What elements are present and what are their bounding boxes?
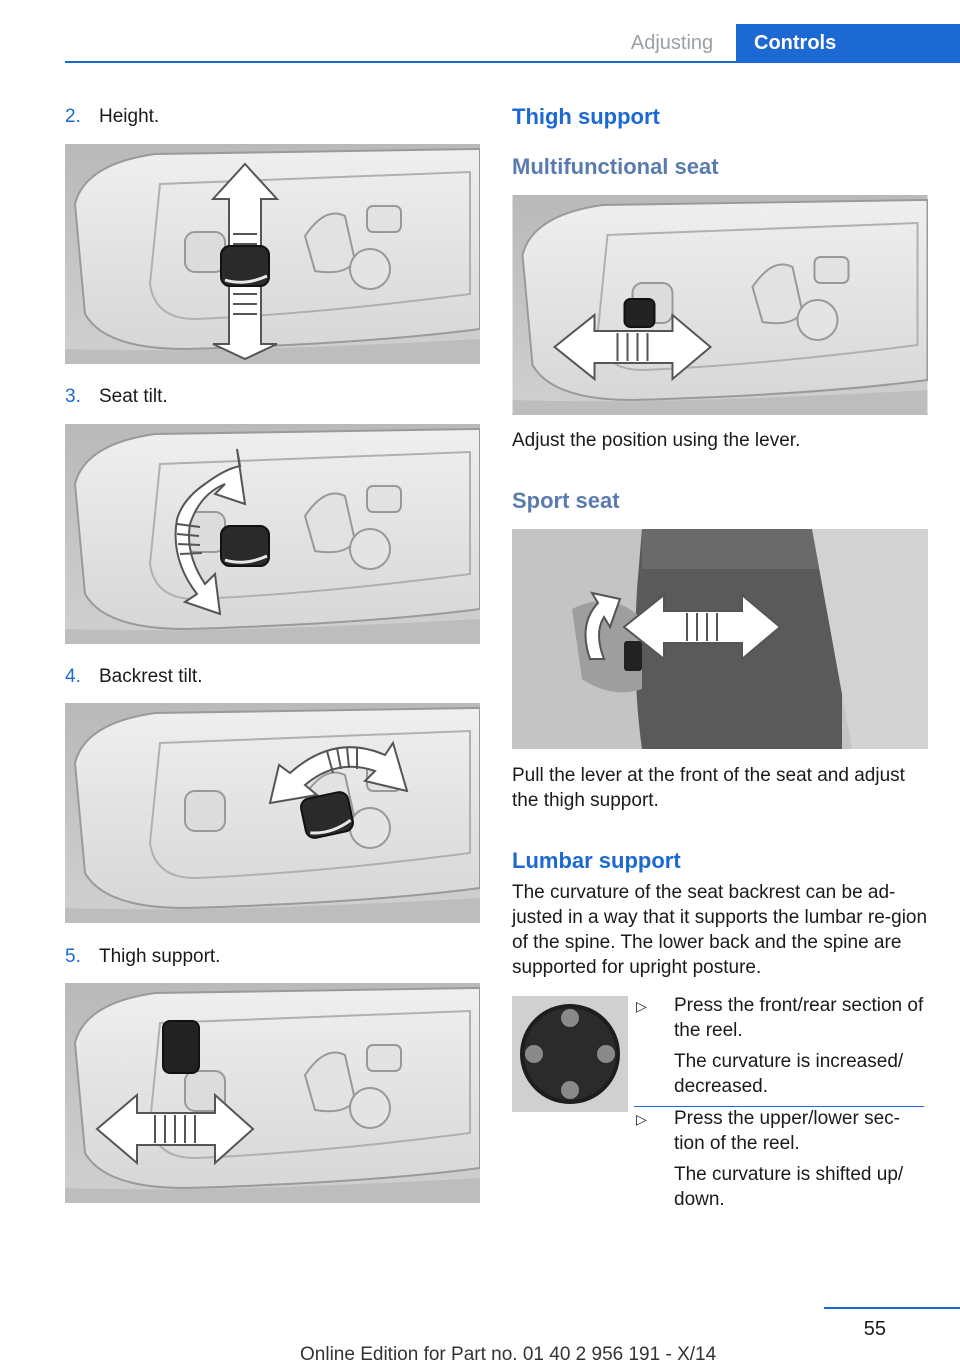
figure-multifunctional-seat-lever (512, 195, 928, 415)
bullet-result: The curvature is increased/ decreased. (674, 1051, 904, 1097)
bullet-text: Press the upper/lower sec-tion of the reel. (674, 1108, 900, 1154)
figure-backrest-tilt-switch (65, 703, 480, 923)
figure-seat-tilt-switch (65, 424, 480, 644)
thigh-lever (625, 299, 655, 327)
step-number: 3. (65, 386, 81, 407)
step-number: 2. (65, 106, 81, 127)
bullet-marker: ▷ (636, 998, 647, 1014)
running-header-section: Adjusting (630, 32, 714, 54)
figure-thigh-support-switch (65, 983, 480, 1203)
step-number: 4. (65, 666, 81, 687)
section-title-lumbar-support: Lumbar support (512, 848, 681, 873)
sport-seat-text: Pull the lever at the front of the seat and adjust the thigh support. (512, 765, 905, 811)
page-number: 55 (863, 1318, 886, 1340)
section-title-thigh-support: Thigh support (512, 104, 660, 129)
figure-seat-height-switch (65, 144, 480, 364)
bullet-marker: ▷ (636, 1111, 647, 1127)
running-header-chapter-tab: Controls (736, 24, 960, 62)
bullet-text: Press the front/rear section of the reel. (674, 995, 924, 1041)
figure-sport-seat-lever (512, 529, 928, 749)
step-number: 5. (65, 946, 81, 967)
subsection-title-multifunctional-seat: Multifunctional seat (512, 154, 719, 179)
footer-edition: Online Edition for Part no. 01 40 2 956 191 - X/14 (300, 1344, 717, 1365)
lumbar-support-text: The curvature of the seat backrest can be ad-justed in a way that it supports the lumbar re-gion of the spine. The lower back and the spine are supported for upright posture. (512, 882, 928, 978)
multifunctional-seat-text: Adjust the position using the lever. (512, 430, 801, 451)
subsection-title-sport-seat: Sport seat (512, 488, 620, 513)
thigh-lever (163, 1021, 199, 1073)
step-text: Thigh support. (99, 946, 221, 967)
footer-rule (824, 1307, 960, 1309)
step-text: Seat tilt. (99, 386, 168, 407)
step-text: Height. (99, 106, 160, 127)
step-text: Backrest tilt. (99, 666, 203, 687)
header-rule (65, 61, 960, 63)
figure-lumbar-reel (512, 996, 628, 1112)
bullet-result: The curvature is shifted up/ down. (674, 1164, 904, 1210)
